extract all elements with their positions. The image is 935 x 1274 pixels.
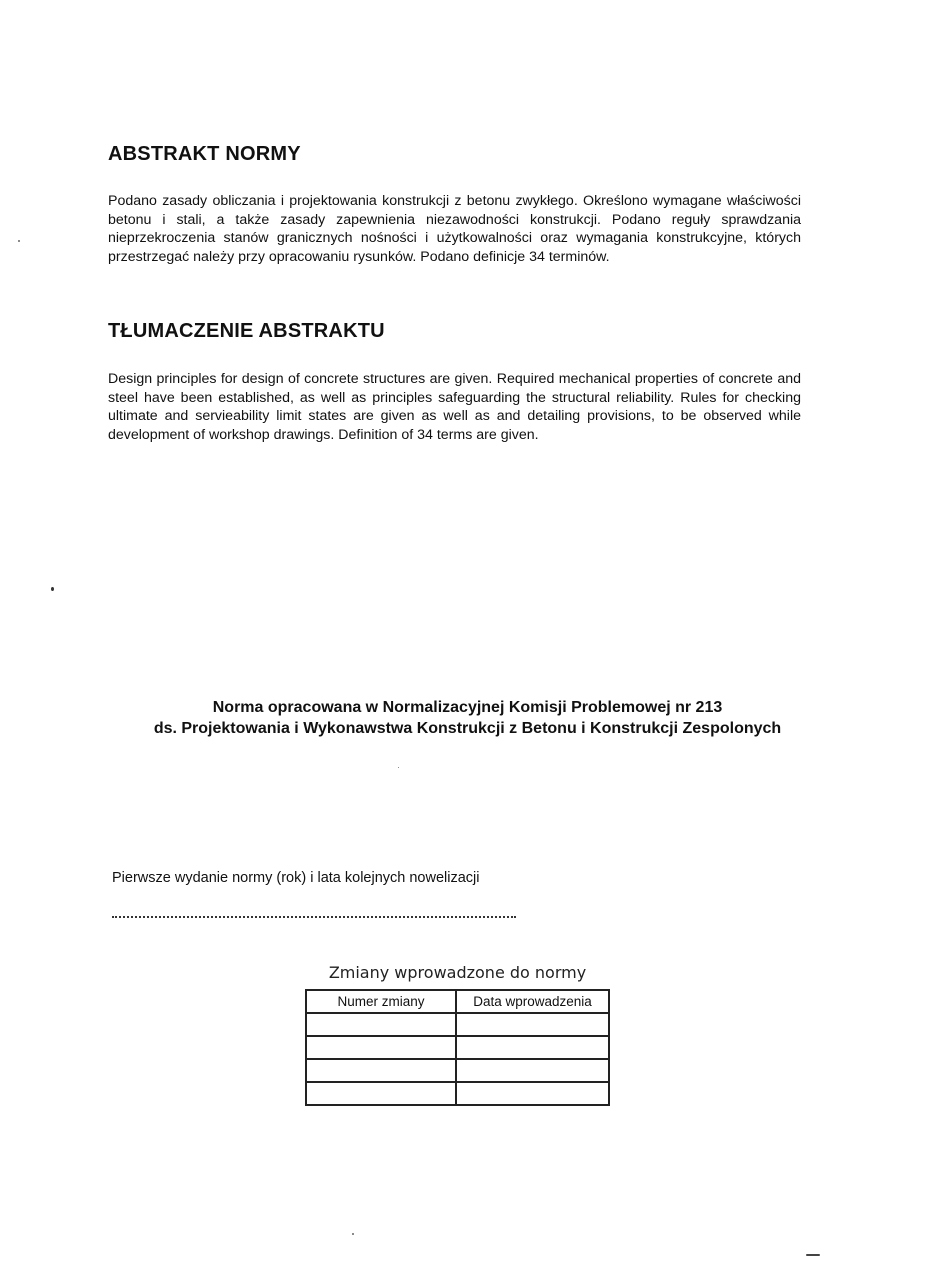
changes-header-row: [306, 990, 609, 1013]
table-cell: [306, 1059, 456, 1082]
table-cell: [456, 1013, 609, 1036]
edition-label: Pierwsze wydanie normy (rok) i lata kolejnych nowelizacji: [112, 870, 480, 886]
table-row: [306, 1082, 609, 1105]
translation-heading: TŁUMACZENIE ABSTRAKTU: [108, 320, 385, 342]
scan-speck: [398, 767, 399, 768]
translation-text: Design principles for design of concrete structures are given. Required mechanical properties of concrete and steel have been established, as well as principles safeguarding the structural reliability. Rules for checking ultimate and servieability limit states are given as well as and detailing provisions, to be observed while development of workshop drawings. Definition of 34 terms are given.: [108, 371, 801, 443]
table-cell: [306, 1036, 456, 1059]
table-cell: [456, 1036, 609, 1059]
abstract-heading: ABSTRAKT NORMY: [108, 143, 301, 165]
table-row: [306, 1036, 609, 1059]
scan-speck: [51, 587, 54, 591]
changes-table: [305, 989, 610, 1106]
edition-fill-line: [112, 916, 516, 918]
column-header-change-number: Numer zmiany: [306, 990, 456, 1013]
committee-note: [0, 697, 935, 739]
abstract-text: Podano zasady obliczania i projektowania konstrukcji z betonu zwykłego. Określono wymagane właściwości betonu i stali, a także zasady zapewnienia niezawodności konstrukcji. Podano reguły sprawdzania nieprzekroczenia stanów granicznych nośności i użytkowalności oraz wymagania konstrukcyjne, których przestrzegać należy przy opracowaniu rysunków. Podano definicje 34 terminów.: [108, 193, 801, 265]
scan-speck: [806, 1254, 820, 1256]
column-header-date: Data wprowadzenia: [456, 990, 609, 1013]
table-cell: [306, 1013, 456, 1036]
scan-speck: [18, 240, 20, 242]
changes-title: Zmiany wprowadzone do normy: [328, 963, 587, 982]
committee-line-2: ds. Projektowania i Wykonawstwa Konstrukcji z Betonu i Konstrukcji Zespolonych: [153, 720, 782, 737]
scan-speck: [352, 1233, 354, 1235]
table-row: [306, 1013, 609, 1036]
table-cell: [456, 1059, 609, 1082]
table-cell: [306, 1082, 456, 1105]
table-cell: [456, 1082, 609, 1105]
table-row: [306, 1059, 609, 1082]
committee-line-1: Norma opracowana w Normalizacyjnej Komisji Problemowej nr 213: [212, 699, 723, 716]
